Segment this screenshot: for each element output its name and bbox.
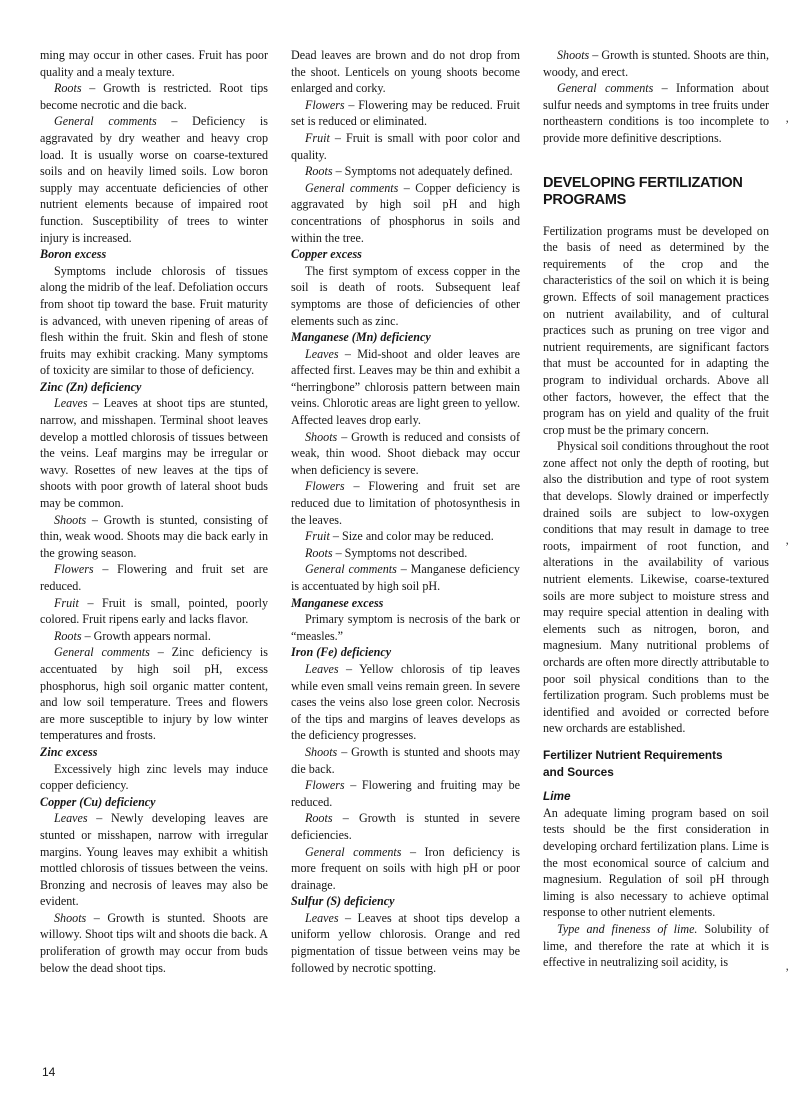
entry-text: – Manganese deficiency is accentuated by high soil pH. <box>291 562 520 593</box>
paragraph <box>291 163 520 180</box>
entry-label: General comments <box>54 645 150 660</box>
heading-sulfur-deficiency: Sulfur (S) deficiency <box>291 894 395 909</box>
paragraph: Excessively high zinc levels may induce copper deficiency. <box>40 761 268 793</box>
paragraph <box>40 80 268 113</box>
entry-text: – Size and color may be reduced. <box>329 529 494 544</box>
column-1 <box>40 47 268 976</box>
entry-text: – Zinc deficiency is accentuated by high soil pH, excess phosphorus, high soil organic matter content, and low soil temperature. Trees and flowers are more susceptible to injury by low winter temperatures and frosts. <box>40 645 268 743</box>
paragraph <box>291 528 520 545</box>
paragraph <box>291 130 520 163</box>
paragraph <box>291 545 520 562</box>
entry-label: Leaves <box>54 811 88 826</box>
entry-label: Roots <box>54 81 82 96</box>
entry-label: Flowers <box>305 778 345 793</box>
entry-text: – Fruit is small, pointed, poorly colored. Fruit ripens early and lacks flavor. <box>40 595 268 627</box>
entry-text: – Growth is stunted and shoots may die back. <box>291 744 520 776</box>
column-3 <box>543 47 769 971</box>
paragraph <box>40 595 268 628</box>
entry-text: – Growth is stunted in severe deficiencies. <box>291 811 520 842</box>
entry-text: Solubility of lime, and therefore the rate at which it is effective in neutralizing soil acidity, is <box>543 921 770 970</box>
entry-label: Fruit <box>54 595 79 610</box>
heading-manganese-excess: Manganese excess <box>291 595 384 610</box>
entry-label: Shoots <box>305 429 338 444</box>
entry-label: Flowers <box>305 97 345 112</box>
paragraph <box>291 561 520 594</box>
entry-text: – Deficiency is aggravated by dry weather and heavy crop load. It is usually worse on coarse-textured soils and on heavily limed soils. Low boron supply may accentuate deficiencies of other nutrient elements because of impaired root function. Susceptibility of trees to winter injury is increased. <box>40 114 268 245</box>
heading-lime: Lime <box>543 789 571 804</box>
column-2 <box>291 47 520 976</box>
paragraph <box>291 346 520 429</box>
entry-text: – Flowering may be reduced. Fruit set is reduced or eliminated. <box>291 97 520 129</box>
entry-label: Shoots <box>54 512 87 527</box>
margin-tick-mark: ‚ <box>785 958 790 973</box>
heading-copper-deficiency: Copper (Cu) deficiency <box>40 794 156 809</box>
entry-label: Fruit <box>305 529 330 544</box>
paragraph <box>40 561 268 594</box>
entry-text: – Symptoms not adequately defined. <box>332 164 513 179</box>
entry-text: – Yellow chlorosis of tip leaves while even small veins remain green. In severe cases the veins also lose green color. Necrosis of the tips and margins of leaves develops as the deficiency progresses. <box>291 661 520 743</box>
entry-label: Leaves <box>305 910 339 925</box>
section-title: DEVELOPING FERTILIZATION PROGRAMS <box>543 174 743 208</box>
entry-text: – Growth appears normal. <box>81 628 211 643</box>
paragraph <box>40 910 268 976</box>
entry-label: General comments <box>305 844 402 859</box>
entry-text: – Newly developing leaves are stunted or misshapen, narrow with irregular margins. Young leaves may exhibit a whitish mottled chlorosis of tissues between the veins. Bronzing and necrosis of leaves may also be evident. <box>40 811 268 909</box>
paragraph <box>291 744 520 777</box>
entry-label: General comments <box>557 81 654 96</box>
paragraph: Dead leaves are brown and do not drop from the shoot. Lenticels on young shoots become enlarged and corky. <box>291 48 520 96</box>
paragraph: Physical soil conditions throughout the root zone affect not only the depth of rooting, but also the distribution and type of root system that develops. Slowly drained or imperfectly drained soils are subject to low-oxygen conditions that may result in damage to tree roots, impairment of root function, and alterations in the availability of various nutrient elements. Likewise, coarse-textured soils are more subject to moisture stress and may require special attention in dealing with elements such as nitrogen, boron, and magnesium. Many nutritional problems of orchards are often more directly attributable to poor soil physical conditions than to the fertilization program. Such problems must be identified and avoided or corrected before new orchards are established. <box>543 439 769 736</box>
entry-label: Roots <box>54 628 82 643</box>
entry-label: Shoots <box>557 48 590 62</box>
entry-label: Leaves <box>305 661 339 676</box>
heading-zinc-deficiency: Zinc (Zn) deficiency <box>40 379 142 394</box>
entry-text: – Flowering and fruiting may be reduced. <box>291 778 520 809</box>
paragraph: Primary symptom is necrosis of the bark or “measles.” <box>291 612 520 643</box>
entry-text: – Symptoms not described. <box>332 545 468 560</box>
entry-label: Fruit <box>305 130 330 145</box>
paragraph <box>291 97 520 130</box>
paragraph: Fertilization programs must be developed on the basis of need as determined by the requirements of the crop and the characteristics of the soil on which it is being grown. Effects of soil management practices on nutrient availability, and of cultural practices such as pruning on tree vigor and nutrient requirements, are significant factors that must be accounted for in adapting the program to individual orchards. Above all other factors, however, the effect that the program has on yield and quality of the fruit crop must be the primary concern. <box>543 223 769 437</box>
entry-label: Leaves <box>305 346 339 361</box>
margin-tick-mark: ‚ <box>785 532 790 547</box>
entry-label: Type and fineness of lime. <box>557 921 698 936</box>
paragraph <box>291 910 520 976</box>
heading-copper-excess: Copper excess <box>291 247 362 262</box>
entry-label: Leaves <box>54 396 88 411</box>
paragraph <box>291 429 520 479</box>
entry-text: – Leaves at shoot tips are stunted, narrow, and misshapen. Terminal shoot leaves develop a mottled chlorosis of tissues between the veins. Leaf margins may be irregular or wavy. Rosettes of new leaves at the tips of shoots with poor growth of lateral shoot buds may be common. <box>40 396 268 511</box>
paragraph <box>543 80 769 146</box>
entry-text: – Flowering and fruit set are reduced due to limitation of photosynthesis in the leaves. <box>291 479 520 527</box>
entry-text: – Fruit is small with poor color and quality. <box>291 130 520 162</box>
paragraph <box>291 810 520 843</box>
entry-label: General comments <box>54 114 157 129</box>
heading-zinc-excess: Zinc excess <box>40 744 98 759</box>
entry-text: – Leaves at shoot tips develop a uniform yellow chlorosis. Orange and red pigmentation of tissue between veins may be followed by necrotic spotting. <box>291 910 520 975</box>
paragraph <box>40 644 268 744</box>
paragraph <box>40 395 268 511</box>
paragraph: The first symptom of excess copper in the soil is death of roots. Subsequent leaf symptoms are those of deficiencies of other elements such as zinc. <box>291 263 520 328</box>
heading-manganese-deficiency: Manganese (Mn) deficiency <box>291 330 431 345</box>
paragraph <box>40 628 268 645</box>
paragraph <box>291 180 520 246</box>
entry-text: – Flowering and fruit set are reduced. <box>40 562 268 593</box>
paragraph: An adequate liming program based on soil tests should be the first consideration in developing orchard fertilization plans. Lime is the most economical source of calcium and magnesium. Regulation of soil pH through liming is also necessary to achieve optimal response to other nutrient elements. <box>543 805 769 920</box>
paragraph <box>543 921 769 971</box>
paragraph <box>291 777 520 810</box>
paragraph: ming may occur in other cases. Fruit has poor quality and a mealy texture. <box>40 48 268 79</box>
entry-label: General comments <box>305 562 397 577</box>
heading-iron-deficiency: Iron (Fe) deficiency <box>291 645 392 660</box>
entry-label: Flowers <box>305 479 345 494</box>
entry-text: – Mid-shoot and older leaves are affected first. Leaves may be thin and exhibit a “herringbone” chlorosis pattern between main veins. Chlorotic areas are light green to yellow. Affected leaves drop early. <box>291 346 520 428</box>
entry-text: – Growth is restricted. Root tips become necrotic and die back. <box>40 81 268 112</box>
entry-text: – Information about sulfur needs and symptoms in tree fruits under northeastern conditions is too incomplete to provide more definitive descriptions. <box>543 81 769 145</box>
entry-label: General comments <box>305 180 399 195</box>
entry-text: – Growth is stunted, consisting of thin, weak wood. Shoots may die back early in the growing season. <box>40 512 268 560</box>
entry-label: Roots <box>305 811 333 826</box>
entry-text: – Copper deficiency is aggravated by high soil pH and high concentrations of phosphorus in soils and within the tree. <box>291 180 520 245</box>
margin-tick-mark: ‚ <box>785 110 790 125</box>
entry-label: Shoots <box>305 744 338 759</box>
entry-label: Roots <box>305 545 333 560</box>
paragraph <box>291 844 520 894</box>
paragraph <box>543 47 769 80</box>
paragraph <box>291 478 520 528</box>
entry-text: – Growth is reduced and consists of weak, thin wood. Shoot dieback may occur when deficiency is severe. <box>291 429 520 477</box>
paragraph <box>40 512 268 562</box>
paragraph <box>291 661 520 744</box>
entry-label: Shoots <box>54 910 87 925</box>
subsection-title: Fertilizer Nutrient Requirements and Sources <box>543 747 723 779</box>
paragraph: Symptoms include chlorosis of tissues along the midrib of the leaf. Defoliation occurs from shoot tip toward the base. Fruit maturity is advanced, with uneven ripening of areas of flesh within the fruit. Skin and flesh of stone fruits may exhibit cracking. Many symptoms of toxicity are similar to those of deficiency. <box>40 263 268 378</box>
entry-label: Flowers <box>54 562 94 577</box>
entry-text: – Growth is stunted. Shoots are thin, woody, and erect. <box>543 48 769 79</box>
entry-text: – Iron deficiency is more frequent on soils with high pH or poor drainage. <box>291 844 520 892</box>
entry-text: – Growth is stunted. Shoots are willowy. Shoot tips wilt and shoots die back. A proliferation of growth may occur from buds below the dead shoot tips. <box>40 910 268 975</box>
heading-boron-excess: Boron excess <box>40 247 107 262</box>
page-number: 14 <box>42 1065 56 1079</box>
paragraph <box>40 810 268 910</box>
paragraph <box>40 113 268 246</box>
entry-label: Roots <box>305 164 333 179</box>
